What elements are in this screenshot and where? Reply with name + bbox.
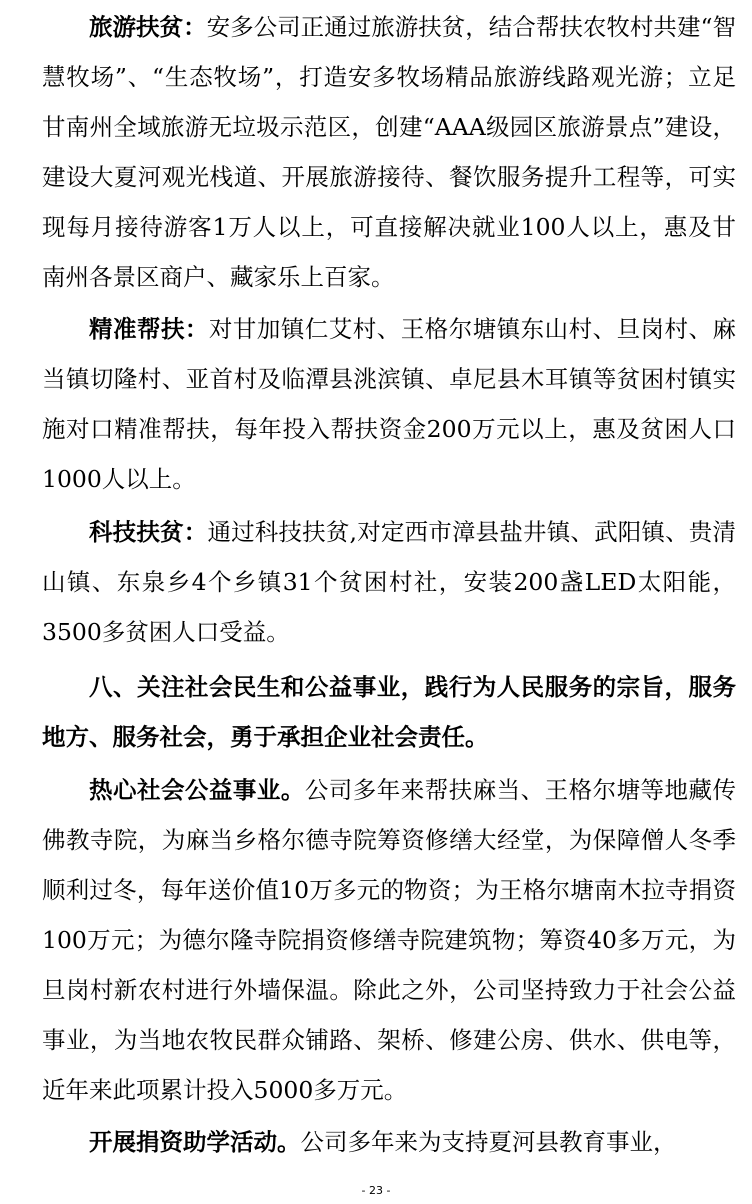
paragraph-targeted-assistance [42,304,736,504]
paragraph-body: 通过科技扶贫,对定西市漳县盐井镇、武阳镇、贵清山镇、东泉乡4个乡镇31个贫困村社，安装200盏LED太阳能，3500多贫困人口受益。 [42,518,736,646]
paragraph-body: 对甘加镇仁艾村、王格尔塘镇东山村、旦岗村、麻当镇切隆村、亚首村及临潭县洮滨镇、卓尼县木耳镇等贫困村镇实施对口精准帮扶，每年投入帮扶资金200万元以上，惠及贫困人口1000人以上。 [42,315,737,493]
paragraph-lead: 精准帮扶： [89,315,209,343]
paragraph-public-welfare [42,765,736,1115]
paragraph-lead: 旅游扶贫： [89,13,207,41]
paragraph-education-donation [42,1117,736,1167]
paragraph-body: 公司多年来帮扶麻当、王格尔塘等地藏传佛教寺院，为麻当乡格尔德寺院筹资修缮大经堂，为保障僧人冬季顺利过冬，每年送价值10万多元的物资；为王格尔塘南木拉寺捐资100万元；为德尔隆寺院捐资修缮寺院建筑物；筹资40多万元，为旦岗村新农村进行外墙保温。除此之外，公司坚持致力于社会公益事业，为当地农牧民群众铺路、架桥、修建公房、供水、供电等，近年来此项累计投入5000多万元。 [42,776,737,1104]
page-number: - 23 - [361,1184,391,1197]
section-heading: 八、关注社会民生和公益事业，践行为人民服务的宗旨，服务地方、服务社会，勇于承担企业社会责任。 [42,673,736,751]
paragraph-technology-poverty-alleviation [42,507,736,657]
paragraph-lead: 科技扶贫： [89,518,208,546]
paragraph-tourism-poverty-alleviation [42,2,736,302]
paragraph-body: 安多公司正通过旅游扶贫，结合帮扶农牧村共建“智慧牧场”、“生态牧场”，打造安多牧场精品旅游线路观光游；立足甘南州全域旅游无垃圾示范区，创建“AAA级园区旅游景点”建设，建设大夏河观光栈道、开展旅游接待、餐饮服务提升工程等，可实现每月接待游客1万人以上，可直接解决就业100人以上，惠及甘南州各景区商户、藏家乐上百家。 [42,13,737,291]
paragraph-body: 公司多年来为支持夏河县教育事业， [300,1128,677,1156]
paragraph-lead: 热心社会公益事业。 [89,776,305,804]
paragraph-lead: 开展捐资助学活动。 [89,1128,301,1156]
